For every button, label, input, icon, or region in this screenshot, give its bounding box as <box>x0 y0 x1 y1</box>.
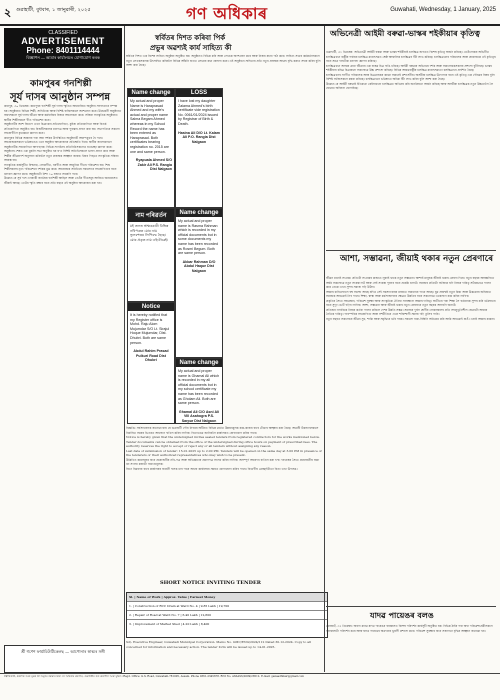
name-change-body-2: My actual and proper name is Rasma Rahman which is recorded in my official documents but in some documents my name has been recorded as Rosmi Begum. Both are same person. <box>178 219 218 256</box>
name-change-sign-1: Ryapuala Ahmed S/O Zakir Ali P.S. Rangia Dist Nalgaon <box>135 158 172 172</box>
row-rule-right <box>326 250 496 251</box>
notice-sign-en: Abdul Rahim Prasad Pulkuri Road Dist Dhubri <box>133 349 169 363</box>
right-top-text: গুৱাহাটী, ৩১ ডিচেম্বৰ: অভিনেত্ৰী আইমী বৰুৱা আৰু ভাস্কৰ শইকীয়াই চলচ্চিত্ৰ জগতত বিশেষ কৃতিত্ব অৰ্জন কৰিছে। তেওঁলোকৰ অভিনীত চলচ্চিত্ৰখনে ৰাষ্ট্ৰীয় পৰ্যায়ৰ চলচ্চিত্ৰ মহোৎসৱত শ্ৰেষ্ঠ আঞ্চলিক চলচ্চিত্ৰৰ বঁটা লাভ কৰিছে। চলচ্চিত্ৰখনৰ পৰিচালক আৰু প্ৰযোজকে এই কৃতিত্বৰ বাবে সমগ্ৰ দলটোক ধন্যবাদ জ্ঞাপন কৰিছে। চলচ্চিত্ৰখনে অসমৰ গ্ৰাম্য জীৱনৰ এক বাস্তৱ চিত্ৰ দাঙি ধৰিছে। আইমী বৰুৱাৰ অভিনয়ে দৰ্শক আৰু সমালোচকসকলৰ প্ৰশংসা বুটলিছে। ভাস্কৰ শইকীয়াৰ চৰিত্ৰ চিত্ৰায়নো সকলোৱে উচ্চ প্ৰশংসা কৰিছে। বিভিন্ন আন্তঃৰাষ্ট্ৰীয় চলচ্চিত্ৰ মহোৎসৱতো চলচ্চিত্ৰখন প্ৰদৰ্শিত হৈছে। চলচ্চিত্ৰখনৰ সংগীত পৰিচালক আৰু চিত্ৰগ্ৰাহকৰ কামো সমানেই প্ৰশংসনীয়। অসমীয়া চলচ্চিত্ৰ উদ্যোগৰ বাবে এই কৃতিত্ব এক গৌৰৱৰ বিষয় বুলি বিশিষ্ট ব্যক্তিসকলে মন্তব্য কৰিছে। চলচ্চিত্ৰখনে ভৱিষ্যতে অধিক বঁটা লাভ কৰিব বুলি আশা কৰা হৈছে। উল্লেখ্য যে আইমী বৰুৱাই ইতিমধ্যে কেইবাখনো চলচ্চিত্ৰত অভিনয় কৰি জনপ্ৰিয়তা অৰ্জন কৰিছে আৰু অসমীয়া চলচ্চিত্ৰক নতুন উচ্চতালৈ লৈ যোৱাত অৰিহণা যোগাইছে। <box>326 50 496 90</box>
name-change-sign-3: Ghamal Ali C/O Asni Ali Vill Asahogra P.S. Sarpur Dist Nalgaon <box>178 409 220 423</box>
center-lower-text: বিজ্ঞপ্তি: সৰ্বসাধাৰণক জনোৱা যায় যে গুৱাহাটী পৌৰ নিগমৰ অধীনত বিভিন্ন ৱাৰ্ডত উন্নয়নমূলক কাম-কাজৰ বাবে টেণ্ডাৰ আহ্বান কৰা হৈছে। আগ্ৰহী ঠিকাদাৰসকলে নিৰ্ধাৰিত সময়ৰ ভিতৰত আবেদন দাখিল কৰিব লাগিব। বিতংভাৱে জানিবলৈ কাৰ্যালয়ত যোগাযোগ কৰিব পাৰে। Notice is hereby given that the undersigned invites sealed tenders from registered contractors for the works mentioned below. Tender documents can be obtained from the office of the undersigned during office hours on payment of prescribed fees. The authority reserves the right to accept or reject any or all tenders without assigning any reason. Last date of submission of tender: 15-01-2025 up to 2.00 PM. Tenders will be opened on the same day at 3.00 PM in presence of the tenderers or their authorized representatives who may wish to be present. উল্লিখিত কামসমূহৰ বাবে প্ৰয়োজনীয় নথি-পত্ৰ আৰু অভিজ্ঞতাৰ প্ৰমাণপত্ৰ সংলগ্ন কৰিব লাগিব। অসম্পূৰ্ণ আবেদন বাতিল কৰা হ'ব। দৰখাস্তৰ সৈতে প্ৰয়োজনীয় জমা ধন সংলগ্ন কৰাটো বাধ্যতামূলক। বিতং বিৱৰণৰ বাবে কাৰ্যালয়ৰ জাননী ফলক চাব পাৰে অথবা কাৰ্যালয়ৰ সময়ত যোগাযোগ কৰিব পাৰে। বিভাগীয় ৱেবছাইটতো বিতং তথ্য উপলব্ধ। <box>126 426 322 471</box>
tender-table-row: 2. | Repair of Road at Ward No. 7 | 6.40 Lakh | 12,800 <box>127 611 327 620</box>
classified-note: বিজ্ঞাপন — আমাৰ কাৰ্যালয়ত যোগাযোগ কৰক <box>26 55 100 60</box>
left-story-subheadline: সূৰ্য দাসৰ আনুষ্ঠান সম্পন্ন <box>10 92 111 103</box>
row-rule-right-2 <box>326 606 496 607</box>
name-change-sign-2: Akbar Rahman D/O Abdul Haque Dist Nalgaon <box>182 259 216 273</box>
right-bottom-text: যোৰহাট, ৩১ ডিচেম্বৰ: অৰণ্য মানৱ যাদৱ পায়েঙৰ বনাঞ্চলত বিশেষ পৰিদৰ্শন কাৰ্যসূচী অনুষ্ঠিত হয়। বিভিন্ন ঠাইৰ পৰা অহা পৰিৱেশপ্ৰেমীসকলে বনাঞ্চলটো পৰিদৰ্শন কৰে আৰু যাদৱ পায়েঙৰ অৱদানৰ ভূয়সী প্ৰশংসা কৰে। পৰিৱেশ সুৰক্ষাৰ বাবে সজাগতা বৃদ্ধিৰ আহ্বান জনোৱা হয়। <box>326 624 493 633</box>
footer-rule <box>0 673 500 674</box>
name-change-box-2 <box>175 208 223 358</box>
name-change-box-3 <box>175 358 223 424</box>
name-change-body-3: My actual and proper name is Ghamal Ali which is recorded in my all official documents but in my school certificate my name has been recorded as Gholam Ali. Both are same person. <box>178 369 220 406</box>
mid-story-headline: আশা, সম্ভাৱনা, জীয়াই থকাৰ নতুন প্ৰেৰণাৰে <box>340 254 493 264</box>
tender-table-header: Sl. | Name of Work | Approx. Value | Earnest Money <box>127 593 327 602</box>
name-change-box-1 <box>127 88 175 208</box>
tender-heading: SHORT NOTICE INVITING TENDER <box>160 580 261 586</box>
notice-body-as: মই তলত স্বাক্ষৰকাৰী বিভিন্ন নথিপত্ৰত মোৰ নাম ভুলবশতঃ লিপিবদ্ধ হৈছে। মোৰ প্ৰকৃত নাম এইটোৱেই। <box>130 224 169 242</box>
footer-imprint: স্বত্বাধিকাৰী, প্ৰকাশক আৰু মুদ্ৰক শ্ৰী অনুপম বৰুৱাৰ দ্বাৰা গণ অধিকাৰ প্ৰকাশন, গুৱাহাটীৰ পৰা প্ৰকাশিত আৰু মুদ্ৰিত। Regd. Office: G.S. Road, Guwahati-781005, Assam. Phone 0361-2345678. RNI No. ASSASS/2009/28512. E-mail: ganaadhikar@gmail.com <box>4 675 304 678</box>
tender-footnote: Sd/- Executive Engineer, Guwahati Municipal Corporation. Memo No. GMC/ENG/2024/112 Dated 30-12-2024. Copy to all concerned for information and necessary action. The tender form will be issued up to 14-01-2025. <box>126 640 311 649</box>
date-left: গুৱাহাটী, বুধবাৰ, ১ জানুৱাৰী, ২০২৫ <box>16 7 91 13</box>
loss-box-1 <box>175 88 223 208</box>
loss-body-1: I have lost my daughter Zaiama Ahmed's birth certificate vide registration No. 0061/01/2024 issued by Registrar of Birth & Death. <box>178 99 220 126</box>
page-number: ২ <box>4 6 12 19</box>
notice-box-en <box>127 302 175 424</box>
loss-title-1: LOSS <box>176 89 222 97</box>
column-rule-1 <box>124 26 125 672</box>
advertisement-box: শ্ৰী গণেশ ফাৰ্মাচিউটিকেলছ — আপোনাৰ স্বাস্থ্যৰ সঙ্গী <box>4 645 122 673</box>
tender-table-row: 3. | Improvement of Market Shed | 4.20 Lakh | 8,400 <box>129 622 210 626</box>
left-story-headline: কামপুৰৰ গনশিল্পী <box>30 79 92 89</box>
center-top-headline-2: প্ৰভুৰ অৱশ্যই কাৰ্য সাহিত্য কী <box>150 43 232 52</box>
left-column-text: কামপুৰ, ৩০ ডিচেম্বৰ: কামপুৰৰ গনশিল্পী সূৰ্য দাসৰ স্মৃতিত আয়োজিত অনুষ্ঠান সফলতাৰে সম্পন্ন হয়। অনুষ্ঠানত বিভিন্ন শিল্পী, সাহিত্যিক আৰু বিশিষ্ট ব্যক্তিসকলে অংশগ্ৰহণ কৰে। উদ্বোধনী অনুষ্ঠানত বক্তাসকলে সূৰ্য দাসৰ জীৱন আৰু কৰ্মৰাজিৰ বিষয়ে আলোচনা কৰে। সন্ধিয়া সাংস্কৃতিক অনুষ্ঠানত স্থানীয় শিল্পীসকলে গীত পৰিৱেশন কৰে। অনুষ্ঠানটিৰ অংশ হিচাপে এখন চিত্ৰাংকন প্ৰতিযোগিতা, কুইজ প্ৰতিযোগিতা আৰু বিতৰ্ক প্ৰতিযোগিতা অনুষ্ঠিত হয়। বিজয়ীসকলক মানপত্ৰ আৰু পুৰস্কাৰ প্ৰদান কৰা হয়। সভাপতিয়ে সকলো সহযোগীলৈ কৃতজ্ঞতা জ্ঞাপন কৰে। কামপুৰৰ বিভিন্ন অঞ্চলৰ পৰা অহা দৰ্শকৰ উপস্থিতিত অনুষ্ঠানটি আনন্দমুখৰ হৈ পৰে। আয়োজকসকলে ভৱিষ্যতেও এনে অনুষ্ঠান আয়োজনৰ প্ৰতিশ্ৰুতি দিয়ে। স্থানীয় জনসাধাৰণে অনুষ্ঠানটিক সহযোগিতা আগবঢ়ায়। বিভিন্ন সংগঠনৰ প্ৰতিনিধিসকলেও শুভেচ্ছা জ্ঞাপন কৰে। অনুষ্ঠানৰ শেষত এক মুকলি সভা অনুষ্ঠিত হয় য'ত বিশিষ্ট অতিথিসকলে ভাষণ প্ৰদান কৰে আৰু শিল্পীৰ জীৱনাদৰ্শ অনুসৰণ কৰিবলৈ নতুন প্ৰজন্মক আহ্বান জনায়। ইয়াৰ পিছতে সাংস্কৃতিক সন্ধিয়া আৰম্ভ হয়। সাংস্কৃতিক কাৰ্যসূচীত বিহুনাম, লোকগীত, বৰগীত আৰু আধুনিক গীতৰ পৰিৱেশন হয়। শিশু শিল্পীসকলৰ নৃত্য পৰিৱেশনে দৰ্শকক মুগ্ধ কৰে। আয়োজক সমিতিয়ে সকলোৰে সহযোগিতাৰ বাবে ধন্যবাদ জ্ঞাপন কৰে। অনুষ্ঠানটো নিশা ১০ বজাত সামৰণি পৰে। উল্লেখ্য যে সূৰ্য দাস এগৰাকী জনপ্ৰিয় গনশিল্পী আছিল আৰু তেওঁৰ গীতসমূহ আজিও জনমানসত জীয়াই আছে। তেওঁৰ স্মৃতি ৰক্ষাৰ বাবে প্ৰতি বছৰে এই অনুষ্ঠান আয়োজন কৰা হয়। <box>4 104 122 185</box>
newspaper-logo: গণ অধিকাৰ <box>186 4 268 23</box>
date-right: Guwahati, Wednesday, 1 January, 2025 <box>390 7 496 13</box>
bottom-right-headline: যাদৱ পায়েঙৰ বলঙ <box>370 610 434 620</box>
name-change-body-1: My actual and proper Name is Haraprasad Ahmed and my wife's actual and proper name Salma Begam Ahmed whereas in my School Record the name has been entered as Haraprasad. Both certificates bearing registration no. 2015 are one and same person. <box>130 99 169 154</box>
center-top-headline: স্বৰ্বিতৰ দিশত কৰিবা পিৰ্ক <box>155 33 226 42</box>
tender-table-row: 1. | Construction of RCC Drain at Ward No. 4 | 9.85 Lakh | 19,700 <box>127 602 327 611</box>
center-top-text: স্বৰ্বিতৰ দিশত এক বিশেষ সাহিত্য অনুষ্ঠান অনুষ্ঠিত হয়। অনুষ্ঠানত বিভিন্ন কবি আৰু লেখকে অংশগ্ৰহণ কৰে আৰু নিজৰ ৰচনা পাঠ কৰে। সাহিত্য সভাৰ কৰ্মকৰ্তাসকলে নতুন লেখকসকলক উৎসাহিত কৰিবলৈ বিভিন্ন আঁচনি হাতত লোৱাৰ কথা ঘোষণা কৰে। এই অনুষ্ঠানে সাহিত্যৰ প্ৰতি নতুন প্ৰজন্মৰ আগ্ৰহ বৃদ্ধি কৰাত সহায় কৰিব বুলি আশা কৰা হৈছে। <box>126 54 321 67</box>
masthead <box>0 0 500 26</box>
right-top-headline: অভিনেত্ৰী আইমী বৰুৱা-ভাস্কৰ শইকীয়াৰ কৃতিত্ব <box>330 28 480 38</box>
notice-title-en: Notice <box>128 303 174 311</box>
name-change-title-1: Name change <box>128 89 174 97</box>
classified-title: ADVERTISEMENT <box>21 36 105 46</box>
loss-sign-1: Hasina Ali D/O Lt. Kalam Ali P.O. Rangia Dist Nalgaon <box>178 130 220 144</box>
right-mid-text: জীৱন মানেই সংগ্ৰাম। প্ৰতিটো সংগ্ৰামৰ মাজতে লুকাই থাকে নতুন সম্ভাৱনা। আশাই মানুহক জীয়াই থকাৰ প্ৰেৰণা দিয়ে। নতুন বছৰৰ আৰম্ভণিতে আমি সকলোৱে নতুন সংকল্প লওঁ আৰু সেই সংকল্প পূৰণৰ বাবে প্ৰচেষ্টা চলাওঁ। সমাজৰ প্ৰতিটো ব্যক্তিয়ে যদি নিজৰ দায়িত্ব সঠিকভাৱে পালন কৰে তেন্তে এখন সুন্দৰ সমাজ গঢ়ি উঠিব। আমাৰ চাৰিওফালে বহু সমস্যা আছে যদিও সেই সমস্যাবোৰৰ মাজতে সমাধানৰ পথো আছে। যুৱ প্ৰজন্মই নতুন চিন্তা আৰু উদ্ভাৱনৰ জৰিয়তে সমাজক আগুৱাই নিব পাৰে। শিক্ষা, স্বাস্থ্য আৰু কৰ্মসংস্থাপনৰ ক্ষেত্ৰত উন্নতিৰ বাবে সকলোৱে একেলগে কাম কৰিব লাগিব। প্ৰকৃতিৰ সৈতে সহাৱস্থান, পৰিৱেশ সুৰক্ষা আৰু সাংস্কৃতিক ঐতিহ্য সংৰক্ষণো আমাৰ দায়িত্ব। অতীতৰ পৰা শিক্ষা লৈ বৰ্তমানক সুন্দৰ কৰি ভৱিষ্যতৰ বাবে সুদৃঢ় ভেটি গঢ়িব লাগিব। আশা, সম্ভাৱনা আৰু জীয়াই থকাৰ নতুন প্ৰেৰণাৰে নতুন বছৰক আদৰণি জনাওঁ। প্ৰতিজন নাগৰিকে নিজৰ কৰ্তব্য পালন কৰিলে দেশৰ উন্নতি সম্ভৱ। সমাজৰ দুৰ্বল শ্ৰেণীৰ লোকসকলৰ প্ৰতি সহানুভূতিশীল হোৱাটো আমাৰ নৈতিক দায়িত্ব। পাৰস্পৰিক সহযোগিতা আৰু সম্প্ৰীতিৰে এখন শক্তিশালী সমাজ গঢ়ি তুলিব পাৰি। নতুন বছৰত সকলোৰে জীৱন সুখ, শান্তি আৰু সমৃদ্ধিৰে ভৰি পৰক। সকলো বাধা-বিঘিনি অতিক্ৰম কৰি আমি আগুৱাই যাওঁ। এয়াই আমাৰ কামনা। <box>326 276 496 321</box>
name-change-title-2: Name change <box>176 209 222 217</box>
notice-box-as <box>127 208 175 302</box>
notice-title-as: নাম পৰিৱৰ্তন <box>128 209 174 222</box>
notice-body-en: It is hereby notified that my Register office is Mohd. Raju Alom Mujumdar S/O Lt. Sirajul Hoque Mujumdar, Dist. Dhubri. Both are same person. <box>130 313 170 345</box>
name-change-title-3: Name change <box>176 359 222 367</box>
classified-label: CLASSIFIED <box>48 30 78 36</box>
tender-table <box>126 592 328 638</box>
classified-phone: Phone: 8401114444 <box>26 46 100 55</box>
column-rule-2 <box>324 26 325 672</box>
classified-banner <box>4 28 122 68</box>
